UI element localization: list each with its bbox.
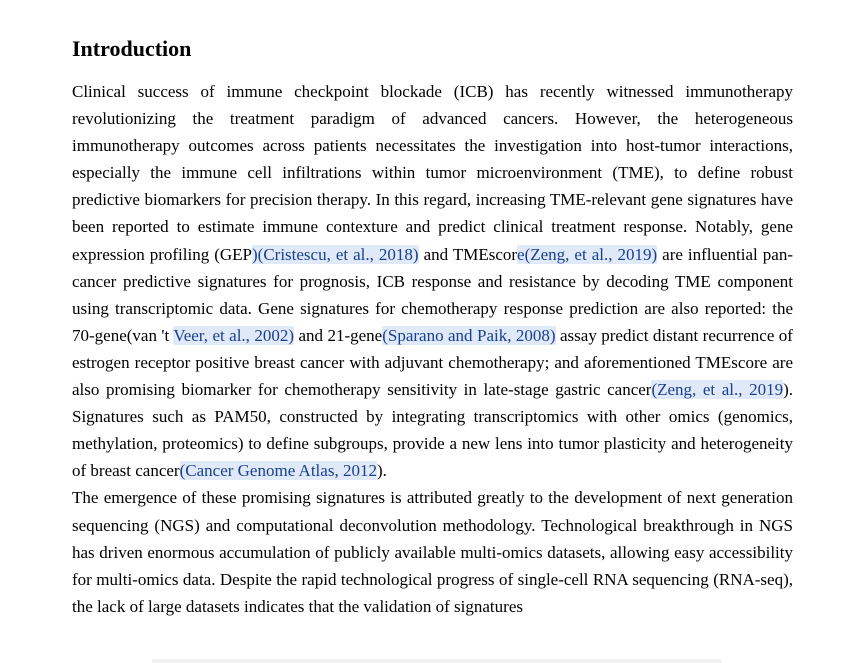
citation-link[interactable]: e(Zeng, et al., 2019) bbox=[517, 244, 658, 264]
text-run: Clinical success of immune checkpoint blockade (ICB) has recently witnessed immunotherapy revolutionizing the treatment paradigm of advanced cancers. However, the heterogeneous immunotherapy outcomes across patients necessitates the investigation into host-tumor interactions, especially the immune cell infiltrations within tumor microenvironment (TME), to define robust predictive biomarkers for precision therapy. In this regard, increasing TME-relevant gene signatures have been reported to estimate immune contexture and predict clinical treatment response. Notably, gene expression profiling (GEP bbox=[72, 82, 793, 264]
paragraph-1 bbox=[72, 78, 793, 484]
document-page bbox=[72, 30, 793, 620]
text-run: ). bbox=[376, 461, 387, 481]
citation-link[interactable]: (Zeng, et al., 2019 bbox=[651, 380, 784, 400]
bottom-edge-bar bbox=[152, 659, 722, 663]
citation-link[interactable]: Veer, et al., 2002) bbox=[173, 325, 295, 345]
text-run: and 21-gene bbox=[294, 325, 383, 345]
citation-link[interactable]: (Sparano and Paik, 2008) bbox=[382, 325, 556, 345]
text-run: are influential pan-cancer predictive signatures for prognosis, ICB response and resistance by decoding TME component using transcriptomic data. Gene signatures for chemotherapy response prediction are also reported: the 70-gene(van 't bbox=[72, 244, 793, 345]
citation-link[interactable]: (Cancer Genome Atlas, 2012 bbox=[179, 461, 377, 481]
section-heading: Introduction bbox=[72, 36, 192, 61]
citation-link[interactable]: )(Cristescu, et al., 2018) bbox=[252, 244, 419, 264]
paragraph-2: The emergence of these promising signatures is attributed greatly to the development of next generation sequencing (NGS) and computational deconvolution methodology. Technological breakthrough in NGS has driven enormous accumulation of publicly available multi-omics datasets, allowing easy accessibility for multi-omics data. Despite the rapid technological progress of single-cell RNA sequencing (RNA-seq), the lack of large datasets indicates that the validation of signatures bbox=[72, 488, 793, 616]
text-run: assay predict distant recurrence of estrogen receptor positive breast cancer with adjuvant chemotherapy; and aforementioned TMEscore are also promising biomarker for chemotherapy sensitivity in late-stage gastric cancer bbox=[72, 325, 793, 400]
text-run: ). Signatures such as PAM50, constructed by integrating transcriptomics with other omics (genomics, methylation, proteomics) to define subgroups, provide a new lens into tumor plasticity and heterogeneity of breast cancer bbox=[72, 380, 793, 481]
text-run: and TMEscor bbox=[418, 244, 518, 264]
